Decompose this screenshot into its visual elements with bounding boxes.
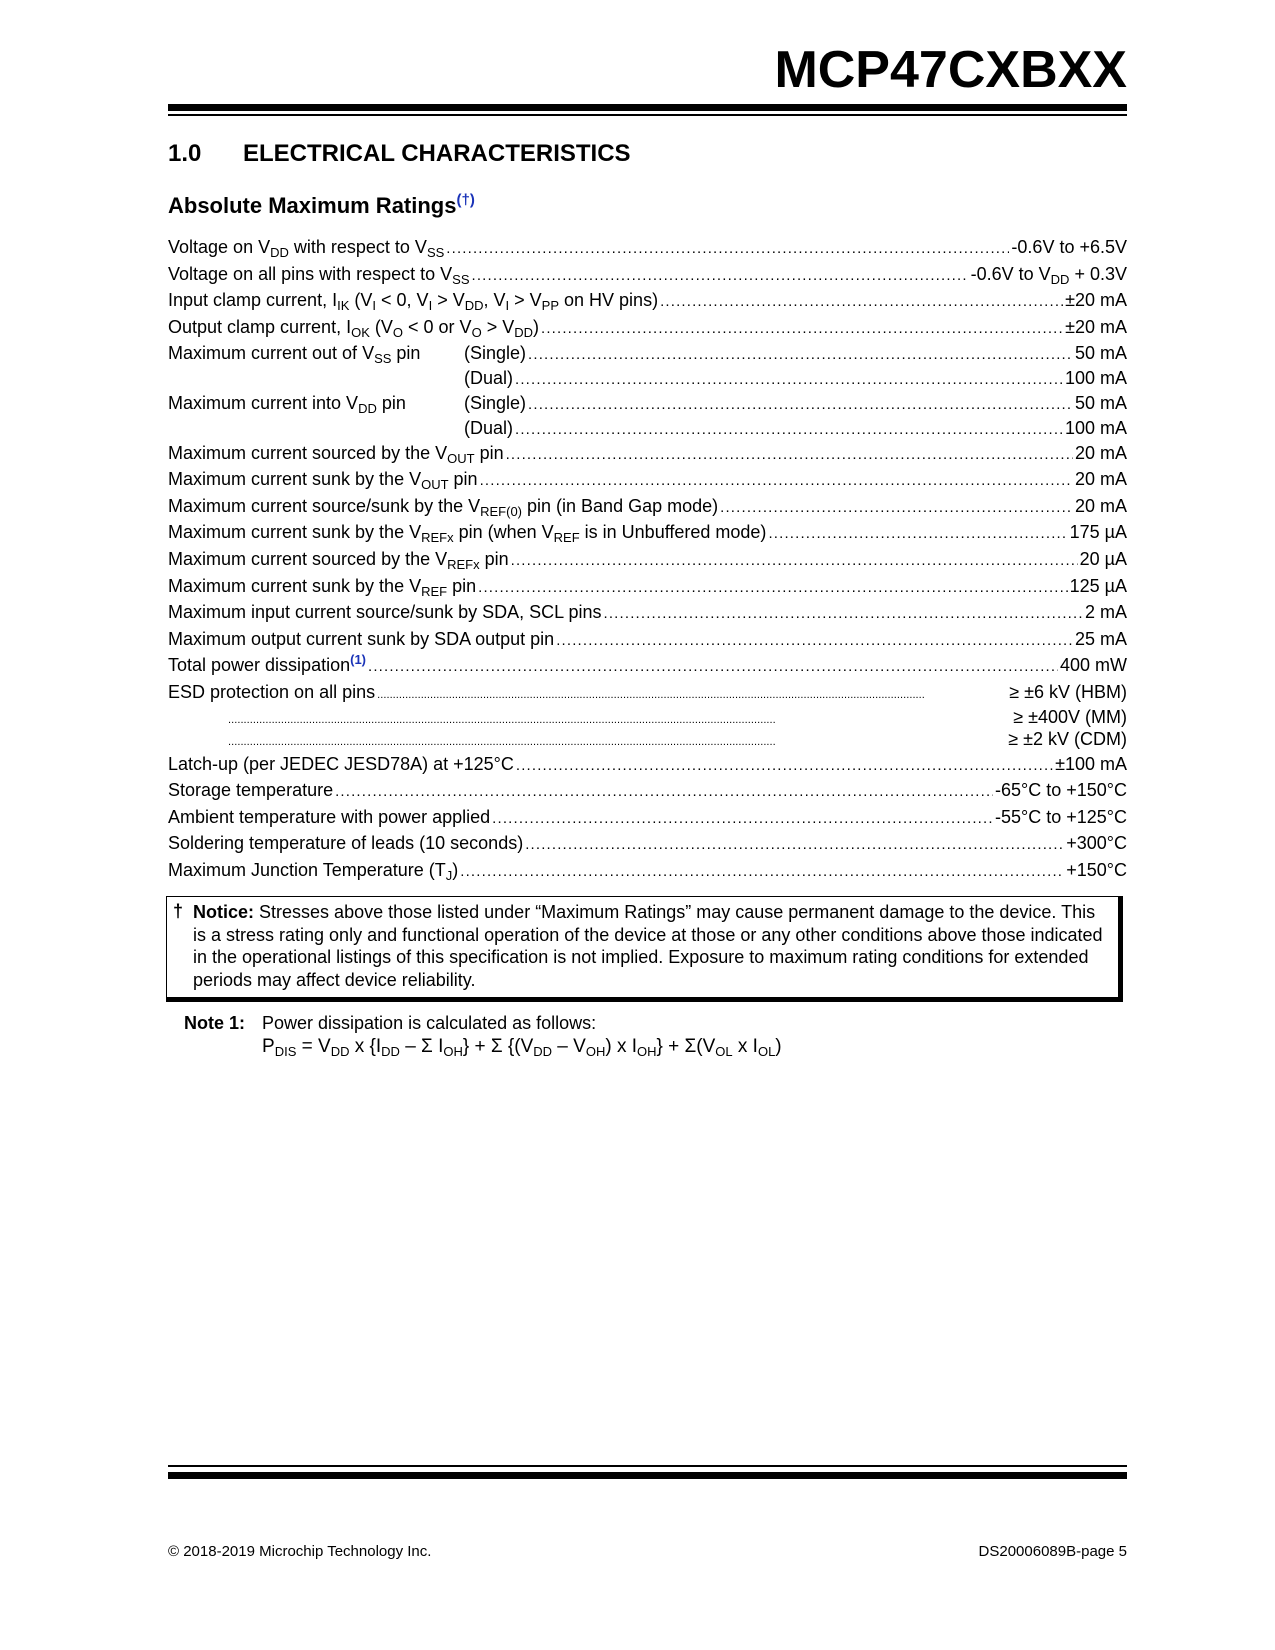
note-text: Power dissipation is calculated as follows: (262, 1013, 597, 1033)
rating-row (168, 546, 1127, 573)
dot-leader (515, 418, 1063, 441)
rating-row (168, 390, 1127, 417)
rating-label: Latch-up (per JEDEC JESD78A) at +125°C (168, 753, 514, 774)
rating-row (168, 599, 1127, 626)
rating-label: Maximum current sunk by the $V_{REF}$ pin (168, 575, 477, 599)
rating-row (168, 493, 1127, 520)
dot-leader (472, 263, 969, 290)
rating-value: ≥ ±6 kV (HBM) (1009, 681, 1127, 702)
rating-row (168, 804, 1127, 831)
rating-value: -55°C to +125°C (995, 806, 1127, 827)
notice-body: Stresses above those listed under “Maximum Ratings” may cause permanent damage to the device. This is a stress rating only and functional operation of the device at those or any other conditions above those indicated in the operational listings of this specification is not implied. Exposure to maximum rating conditions for extended periods may affect device reliability. (193, 902, 1103, 990)
rating-value: ±20 mA (1065, 316, 1127, 337)
dot-leader (528, 392, 1073, 419)
dot-leader (528, 342, 1073, 369)
rating-row (168, 777, 1127, 804)
dot-leader (516, 753, 1053, 780)
rating-value: ≥ ±400V (MM) (1013, 706, 1127, 727)
header-rule-thin (168, 114, 1127, 116)
rating-label: (Dual) (464, 367, 514, 388)
rating-row (168, 679, 1127, 706)
notice-dagger: † (173, 901, 184, 921)
rating-label: Voltage on all pins with respect to $V_{SS}$ (168, 263, 470, 287)
dot-leader (660, 289, 1063, 316)
notice-box (166, 896, 1123, 1002)
section-title: ELECTRICAL CHARACTERISTICS (243, 140, 631, 167)
rating-value: 400 mW (1059, 655, 1127, 676)
dot-leader (228, 709, 1011, 732)
rating-row (168, 340, 1127, 367)
rating-value: -65°C to +150°C (995, 780, 1127, 801)
footer-rule-thin (168, 1465, 1127, 1467)
rating-row (168, 440, 1127, 467)
section-number: 1.0 (168, 140, 202, 167)
rating-label (168, 728, 226, 751)
power-dissipation-formula: $P_{DIS} = V_{DD}$ x {$I_{DD}$ – Σ $I_{OH}\} + \Sigma$ {$(V_{DD} - V_{OH})$ x $I_{OH}\} + \Sigma(V_{OL}$ x $I_{OL}$) (262, 1036, 782, 1059)
rating-row (168, 261, 1127, 288)
note-1 (184, 1012, 782, 1058)
rating-row (168, 830, 1127, 857)
rating-row (168, 857, 1127, 884)
rating-label: Voltage on $V_{DD}$ with respect to $V_{SS}$ (168, 237, 445, 260)
dot-leader (377, 682, 1007, 709)
absolute-maximum-ratings-heading (168, 193, 475, 219)
rating-label: (Dual) (464, 417, 514, 438)
dot-leader (446, 236, 1009, 263)
rating-value: 20 mA (1074, 442, 1127, 463)
dot-leader (525, 832, 1064, 859)
dagger-reference-link[interactable]: (†) (456, 191, 475, 209)
rating-value: ±20 mA (1065, 290, 1127, 311)
subheading-title: Absolute Maximum Ratings (168, 193, 457, 218)
ratings-list (168, 234, 1127, 883)
section-heading (168, 140, 631, 168)
rating-label: Maximum input current source/sunk by SDA, SCL pins (168, 602, 602, 623)
rating-value: 100 mA (1064, 417, 1127, 438)
rating-value: 50 mA (1074, 392, 1127, 413)
dot-leader (511, 548, 1078, 575)
rating-row (168, 519, 1127, 546)
rating-label: Maximum current source/sunk by the $V_{REF(0)}$ pin (in Band Gap mode) (168, 495, 719, 519)
rating-value: 25 mA (1074, 628, 1127, 649)
rating-value: +150°C (1066, 859, 1127, 880)
rating-row (168, 728, 1127, 751)
rating-value: 20 mA (1074, 469, 1127, 490)
rating-label: Maximum current out of $V_{SS}$ pin (Single) (168, 343, 527, 367)
rating-row (168, 751, 1127, 778)
dot-leader (460, 859, 1064, 886)
rating-label: Output clamp current, $I_{OK}$ ($V_O < 0$ or $V_O > V_{DD}$) (168, 316, 539, 340)
rating-row (168, 706, 1127, 729)
footer-rule-thick (168, 1472, 1127, 1479)
rating-label: Maximum current sourced by the $V_{OUT}$ pin (168, 442, 504, 466)
dot-leader (368, 654, 1058, 681)
rating-label: Maximum current sourced by the $V_{REFx}$ pin (168, 548, 509, 572)
rating-value: 50 mA (1074, 343, 1127, 364)
dot-leader (492, 806, 993, 833)
rating-value: ±100 mA (1055, 753, 1127, 774)
note-tag: Note 1: (184, 1013, 246, 1033)
rating-label: Maximum current sunk by the $V_{REFx}$ pin (when $V_{REF}$ is in Unbuffered mode) (168, 522, 767, 546)
rating-value: 20 mA (1074, 495, 1127, 516)
dot-leader (768, 521, 1067, 548)
dot-leader (556, 628, 1073, 655)
dot-leader (515, 368, 1063, 391)
page-title: MCP47CXBXX (774, 41, 1127, 99)
rating-label: Total power dissipation$^{(1)}$ (168, 652, 366, 676)
dot-leader (506, 442, 1073, 469)
rating-label: Storage temperature (168, 780, 334, 801)
footer-copyright: © 2018-2019 Microchip Technology Inc. (168, 1543, 432, 1560)
rating-row (168, 626, 1127, 653)
rating-value: 100 mA (1064, 367, 1127, 388)
dot-leader (604, 601, 1083, 628)
rating-row (168, 466, 1127, 493)
rating-row (168, 417, 1127, 440)
rating-value: 20 µA (1079, 548, 1127, 569)
rating-value: 175 µA (1069, 522, 1127, 543)
rating-label: Maximum current sunk by the $V_{OUT}$ pin (168, 469, 478, 493)
dot-leader (720, 495, 1073, 522)
footer-page-number: DS20006089B-page 5 (978, 1543, 1127, 1560)
rating-label: Soldering temperature of leads (10 seconds) (168, 833, 524, 854)
rating-value: ≥ ±2 kV (CDM) (1008, 729, 1127, 749)
rating-value: -0.6V to $V_{DD} + 0.3V$ (970, 263, 1127, 287)
rating-row (168, 367, 1127, 390)
rating-row (168, 287, 1127, 314)
notice-text (193, 901, 1111, 991)
rating-row (168, 573, 1127, 600)
rating-label (168, 706, 226, 729)
rating-label: Maximum current into $V_{DD}$ pin (Single) (168, 392, 527, 416)
rating-label: Maximum output current sunk by SDA output pin (168, 628, 555, 649)
rating-row (168, 314, 1127, 341)
dot-leader (480, 468, 1073, 495)
rating-row (168, 234, 1127, 261)
rating-label: ESD protection on all pins (168, 681, 376, 702)
rating-value: -0.6V to +6.5V (1011, 237, 1127, 257)
dot-leader (335, 779, 993, 806)
rating-label: Maximum Junction Temperature $(T_J)$ (168, 859, 459, 883)
header-rule-thick (168, 104, 1127, 111)
rating-value: +300°C (1066, 833, 1127, 854)
rating-row (168, 652, 1127, 679)
dot-leader (478, 575, 1067, 602)
dot-leader (541, 316, 1063, 343)
notice-title: Notice: (193, 902, 255, 922)
rating-label: Input clamp current, $I_{IK}$ ($V_I < 0$, $V_I > V_{DD}$, $V_I > V_{PP}$ on HV pins) (168, 290, 659, 314)
rating-value: 125 µA (1069, 575, 1127, 596)
rating-label: Ambient temperature with power applied (168, 806, 491, 827)
rating-value: 2 mA (1084, 602, 1127, 623)
